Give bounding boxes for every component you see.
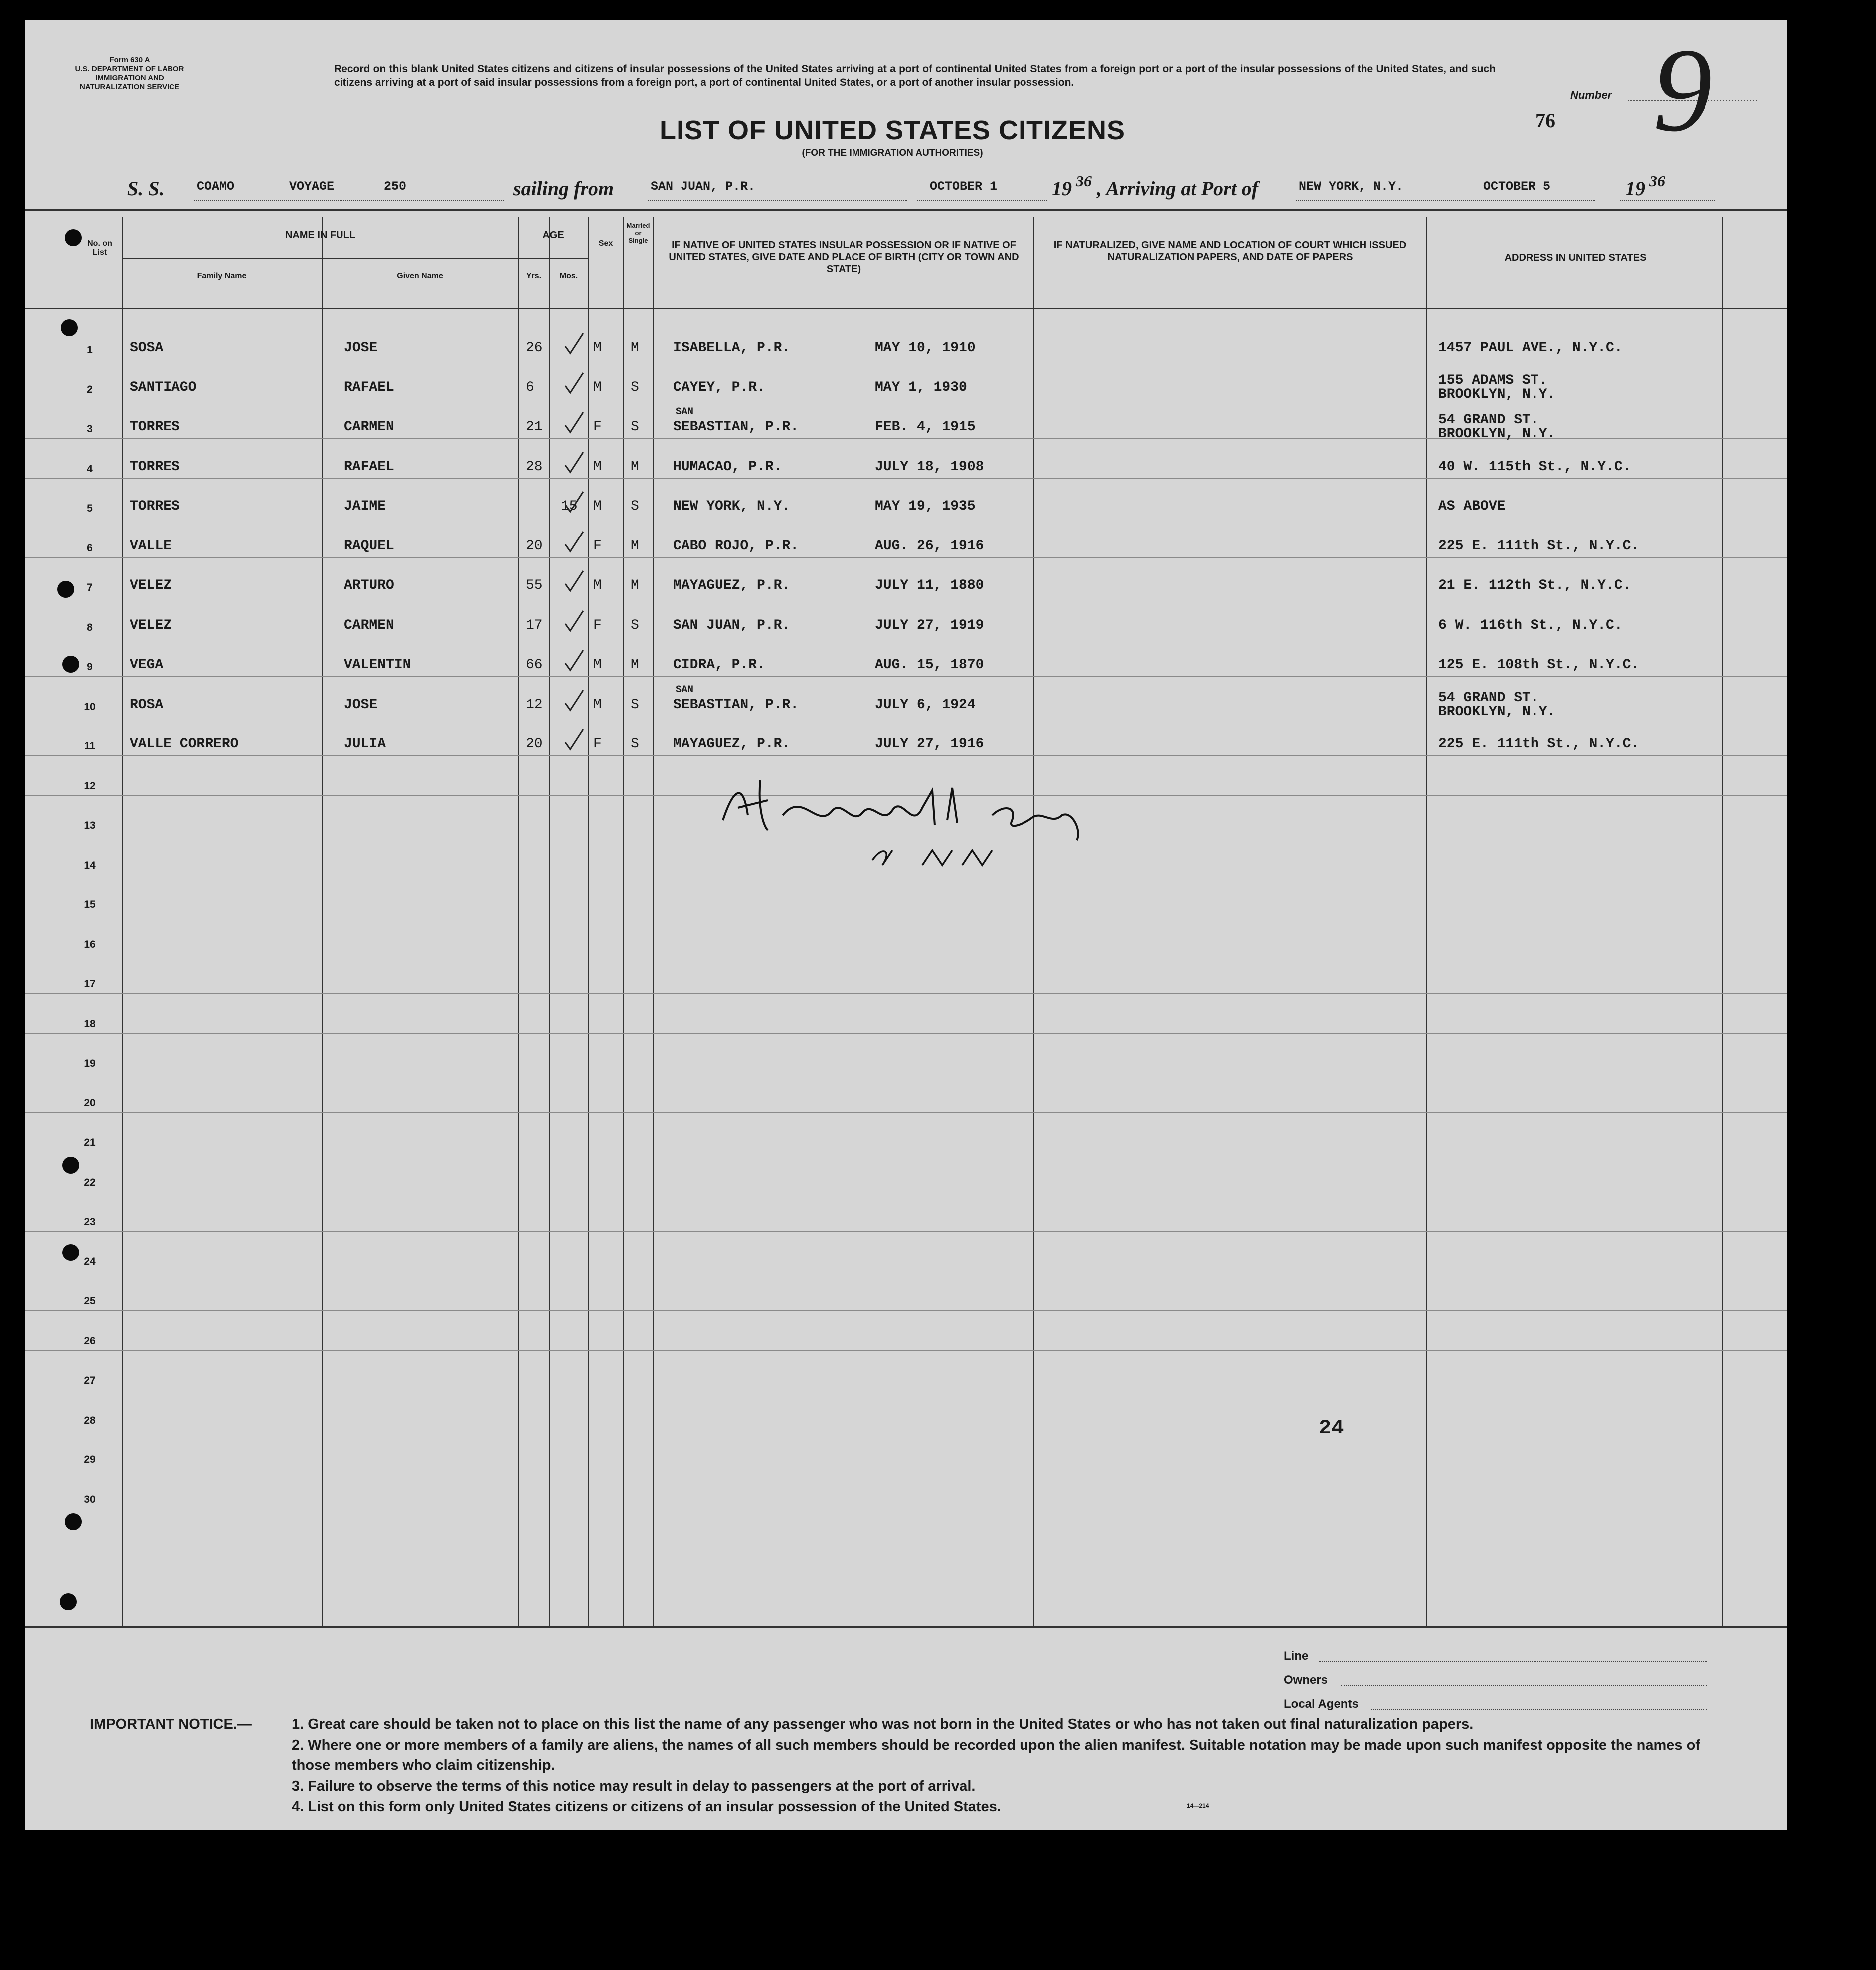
cell-ms: S bbox=[631, 618, 639, 633]
cell-place: CIDRA, P.R. bbox=[673, 657, 765, 673]
cell-ms: M bbox=[631, 657, 639, 673]
voyage-label: VOYAGE bbox=[289, 179, 335, 194]
cell-family: VALLE CORRERO bbox=[130, 736, 239, 752]
signature-text bbox=[738, 770, 805, 781]
cell-given: VALENTIN bbox=[344, 657, 411, 673]
cell-given: RAFAEL bbox=[344, 380, 394, 395]
cell-sex: F bbox=[593, 618, 602, 633]
cell-ms: M bbox=[631, 459, 639, 475]
col-divider-8 bbox=[1033, 217, 1034, 1628]
col-divider-6 bbox=[623, 217, 624, 1628]
document-title: LIST OF UNITED STATES CITIZENS bbox=[660, 115, 1125, 145]
row-number: 4 bbox=[87, 463, 93, 475]
cell-date: JULY 27, 1916 bbox=[875, 736, 984, 752]
check-mark-icon bbox=[563, 688, 585, 713]
depart-year: 36 bbox=[1076, 172, 1092, 190]
row-number: 27 bbox=[84, 1375, 96, 1386]
cell-given: JOSE bbox=[344, 697, 378, 713]
header-sex: Sex bbox=[598, 239, 613, 248]
stamp-number: 76 bbox=[1535, 109, 1555, 132]
header-address: ADDRESS IN UNITED STATES bbox=[1504, 252, 1647, 263]
cell-addr2: BROOKLYN, N.Y. bbox=[1438, 387, 1556, 402]
check-mark-icon bbox=[563, 490, 585, 515]
row-number: 15 bbox=[84, 899, 96, 910]
page-mark: 24 bbox=[1319, 1416, 1344, 1440]
row-number: 20 bbox=[84, 1097, 96, 1109]
signature-note bbox=[862, 830, 890, 841]
row-number: 26 bbox=[84, 1335, 96, 1347]
row-number: 24 bbox=[84, 1256, 96, 1267]
row-number: 21 bbox=[84, 1137, 96, 1148]
cell-addr2: BROOKLYN, N.Y. bbox=[1438, 426, 1556, 442]
check-mark-icon bbox=[563, 371, 585, 396]
cell-given: JOSE bbox=[344, 340, 378, 356]
row-number: 6 bbox=[87, 542, 93, 554]
age-subheader-rule bbox=[518, 258, 588, 259]
row-number: 5 bbox=[87, 503, 93, 514]
row-rule bbox=[25, 557, 1787, 558]
ship-fill-line bbox=[194, 200, 504, 201]
row-number: 30 bbox=[84, 1494, 96, 1505]
header-no-on-list: No. on List bbox=[87, 239, 112, 257]
check-mark-icon bbox=[563, 410, 585, 435]
check-mark-icon bbox=[563, 648, 585, 673]
arrival-port: NEW YORK, N.Y. bbox=[1299, 179, 1404, 194]
cell-place: MAYAGUEZ, P.R. bbox=[673, 736, 791, 752]
header-family-name: Family Name bbox=[197, 272, 247, 280]
cell-family: VELEZ bbox=[130, 618, 172, 633]
cell-date: MAY 19, 1935 bbox=[875, 499, 976, 514]
date-fill-line bbox=[917, 200, 1047, 201]
row-number: 13 bbox=[84, 820, 96, 831]
row-number: 14 bbox=[84, 860, 96, 871]
intro-text: Record on this blank United States citizens and citizens of insular possessions of the United States arriving at a port of continental United States from a foreign port or a port of the insular possessions of the United States, and such citizens arriving at a port of said insular possessions from a foreign port, a port of continental United States, or a port of another insular possession. bbox=[334, 63, 1496, 88]
row-rule bbox=[25, 478, 1787, 479]
binder-hole bbox=[65, 229, 82, 246]
cell-date: AUG. 15, 1870 bbox=[875, 657, 984, 673]
row-rule bbox=[25, 993, 1787, 994]
cell-place-top: SAN bbox=[676, 406, 694, 418]
row-number: 1 bbox=[87, 344, 93, 356]
row-number: 2 bbox=[87, 384, 93, 395]
from-fill-line bbox=[648, 200, 907, 201]
arrival-date: OCTOBER 5 bbox=[1483, 179, 1551, 194]
form-number: Form 630 A bbox=[109, 56, 150, 64]
cell-given: RAFAEL bbox=[344, 459, 394, 475]
row-number: 9 bbox=[87, 661, 93, 673]
list-number: 9 bbox=[1653, 23, 1712, 156]
header-married-single: Married or Single bbox=[626, 222, 650, 244]
cell-addr1: 155 ADAMS ST. bbox=[1438, 373, 1547, 388]
notice-heading: IMPORTANT NOTICE.— bbox=[90, 1716, 252, 1732]
cell-sex: F bbox=[593, 538, 602, 554]
row-rule bbox=[25, 755, 1787, 756]
form-info bbox=[55, 56, 204, 92]
depart-year-prefix: 19 bbox=[1052, 178, 1072, 200]
cell-addr1: 125 E. 108th St., N.Y.C. bbox=[1438, 657, 1640, 673]
col-divider-1 bbox=[122, 217, 123, 1628]
cell-yrs: 20 bbox=[526, 538, 543, 554]
cell-date: MAY 1, 1930 bbox=[875, 380, 967, 395]
cell-family: TORRES bbox=[130, 459, 180, 475]
footer-owners-label: Owners bbox=[1284, 1673, 1328, 1687]
col-divider-9 bbox=[1426, 217, 1427, 1628]
check-mark-icon bbox=[563, 569, 585, 594]
cell-addr1: 1457 PAUL AVE., N.Y.C. bbox=[1438, 340, 1623, 356]
row-number: 23 bbox=[84, 1216, 96, 1228]
binder-hole bbox=[62, 1157, 79, 1174]
cell-ms: S bbox=[631, 380, 639, 395]
sailing-label: sailing from bbox=[513, 178, 614, 200]
check-mark-icon bbox=[563, 609, 585, 634]
row-number: 7 bbox=[87, 582, 93, 593]
binder-hole bbox=[60, 1593, 77, 1610]
row-number: 12 bbox=[84, 780, 96, 792]
cell-ms: S bbox=[631, 499, 639, 514]
cell-place: SAN JUAN, P.R. bbox=[673, 618, 791, 633]
service-line-1: IMMIGRATION AND bbox=[95, 74, 164, 82]
header-yrs: Yrs. bbox=[526, 272, 542, 280]
cell-place: HUMACAO, P.R. bbox=[673, 459, 782, 475]
footer-agents-label: Local Agents bbox=[1284, 1697, 1359, 1711]
cell-ms: S bbox=[631, 736, 639, 752]
cell-sex: M bbox=[593, 459, 602, 475]
cell-addr1: 21 E. 112th St., N.Y.C. bbox=[1438, 578, 1631, 593]
check-mark-icon bbox=[563, 331, 585, 356]
header-mos: Mos. bbox=[559, 272, 578, 280]
name-subheader-rule bbox=[122, 258, 518, 259]
header-name-in-full: NAME IN FULL bbox=[285, 230, 356, 241]
row-number: 11 bbox=[84, 740, 96, 752]
cell-place: ISABELLA, P.R. bbox=[673, 340, 791, 356]
row-rule bbox=[25, 1112, 1787, 1113]
notice-item-4: 4. List on this form only United States citizens or citizens of an insular possession of the United States. bbox=[292, 1799, 1001, 1815]
row-rule bbox=[25, 676, 1787, 677]
row-rule bbox=[25, 1033, 1787, 1034]
cell-place: CAYEY, P.R. bbox=[673, 380, 765, 395]
cell-yrs: 55 bbox=[526, 578, 543, 593]
cell-family: SOSA bbox=[130, 340, 164, 356]
cell-yrs: 20 bbox=[526, 736, 543, 752]
binder-hole bbox=[65, 1513, 82, 1530]
row-rule bbox=[25, 1350, 1787, 1351]
row-number: 18 bbox=[84, 1018, 96, 1030]
header-given-name: Given Name bbox=[397, 272, 443, 280]
notice-item-1: 1. Great care should be taken not to place on this list the name of any passenger who was not born in the United States or who has not taken out final naturalization papers. bbox=[292, 1716, 1474, 1732]
col-divider-4 bbox=[549, 217, 550, 1628]
row-number: 16 bbox=[84, 939, 96, 950]
row-number: 29 bbox=[84, 1454, 96, 1465]
cell-given: CARMEN bbox=[344, 618, 394, 633]
cell-addr1: 225 E. 111th St., N.Y.C. bbox=[1438, 538, 1640, 554]
cell-date: FEB. 4, 1915 bbox=[875, 419, 976, 435]
number-label: Number bbox=[1570, 89, 1612, 101]
cell-date: JULY 6, 1924 bbox=[875, 697, 976, 713]
cell-family: TORRES bbox=[130, 499, 180, 514]
cell-yrs: 17 bbox=[526, 618, 543, 633]
footer-agents-fill bbox=[1371, 1709, 1707, 1710]
table-bottom-rule bbox=[25, 1626, 1787, 1628]
row-number: 3 bbox=[87, 423, 93, 435]
row-number: 19 bbox=[84, 1058, 96, 1069]
cell-sex: M bbox=[593, 380, 602, 395]
cell-addr1: 54 GRAND ST. bbox=[1438, 690, 1539, 706]
cell-date: JULY 11, 1880 bbox=[875, 578, 984, 593]
cell-sex: M bbox=[593, 697, 602, 713]
cell-addr1: AS ABOVE bbox=[1438, 499, 1506, 514]
cell-mos: 15 bbox=[561, 499, 578, 514]
cell-given: RAQUEL bbox=[344, 538, 394, 554]
cell-date: MAY 10, 1910 bbox=[875, 340, 976, 356]
cell-addr1: 6 W. 116th St., N.Y.C. bbox=[1438, 618, 1623, 633]
check-mark-icon bbox=[563, 530, 585, 554]
row-number: 8 bbox=[87, 622, 93, 633]
header-rule bbox=[25, 209, 1787, 211]
cell-yrs: 21 bbox=[526, 419, 543, 435]
binder-hole bbox=[62, 1244, 79, 1261]
department: U.S. DEPARTMENT OF LABOR bbox=[75, 65, 184, 73]
cell-yrs: 6 bbox=[526, 380, 534, 395]
row-number: 22 bbox=[84, 1177, 96, 1188]
binder-hole bbox=[57, 581, 74, 598]
voyage-number: 250 bbox=[384, 179, 407, 194]
binder-hole bbox=[61, 319, 78, 336]
cell-sex: F bbox=[593, 419, 602, 435]
col-divider-3 bbox=[518, 217, 519, 1628]
cell-ms: S bbox=[631, 419, 639, 435]
row-number: 17 bbox=[84, 978, 96, 990]
header-birth-info: IF NATIVE OF UNITED STATES INSULAR POSSESSION OR IF NATIVE OF UNITED STATES, GIVE DATE AND PLACE OF BIRTH (CITY OR TOWN AND STATE) bbox=[669, 240, 1019, 275]
header-age: AGE bbox=[542, 230, 564, 241]
document-subtitle: (FOR THE IMMIGRATION AUTHORITIES) bbox=[802, 148, 983, 158]
cell-sex: M bbox=[593, 340, 602, 356]
cell-date: JULY 27, 1919 bbox=[875, 618, 984, 633]
cell-addr2: BROOKLYN, N.Y. bbox=[1438, 704, 1556, 719]
cell-yrs: 66 bbox=[526, 657, 543, 673]
col-divider-5 bbox=[588, 217, 589, 1628]
check-mark-icon bbox=[563, 727, 585, 752]
col-divider-10 bbox=[1722, 217, 1723, 1628]
cell-addr1: 40 W. 115th St., N.Y.C. bbox=[1438, 459, 1631, 475]
service-line-2: NATURALIZATION SERVICE bbox=[79, 83, 179, 91]
cell-date: AUG. 26, 1916 bbox=[875, 538, 984, 554]
arrival-year: 36 bbox=[1649, 172, 1665, 190]
cell-place: CABO ROJO, P.R. bbox=[673, 538, 799, 554]
depart-date: OCTOBER 1 bbox=[930, 179, 998, 194]
cell-given: ARTURO bbox=[344, 578, 394, 593]
cell-ms: M bbox=[631, 340, 639, 356]
cell-sex: M bbox=[593, 657, 602, 673]
manifest-sheet bbox=[25, 20, 1787, 1830]
row-rule bbox=[25, 1231, 1787, 1232]
header-naturalized: IF NATURALIZED, GIVE NAME AND LOCATION OF COURT WHICH ISSUED NATURALIZATION PAPERS, AND DATE OF PAPERS bbox=[1053, 240, 1407, 263]
row-number: 28 bbox=[84, 1415, 96, 1426]
footer-line-fill bbox=[1319, 1661, 1707, 1662]
row-rule bbox=[25, 1310, 1787, 1311]
arrival-year-prefix: 19 bbox=[1625, 178, 1645, 200]
from-port: SAN JUAN, P.R. bbox=[651, 179, 756, 194]
cell-sex: F bbox=[593, 736, 602, 752]
cell-family: ROSA bbox=[130, 697, 164, 713]
cell-family: SANTIAGO bbox=[130, 380, 197, 395]
cell-ms: M bbox=[631, 538, 639, 554]
cell-place: MAYAGUEZ, P.R. bbox=[673, 578, 791, 593]
check-mark-icon bbox=[563, 450, 585, 475]
cell-given: JAIME bbox=[344, 499, 386, 514]
notice-item-2: 2. Where one or more members of a family are aliens, the names of all such members should be recorded upon the alien manifest. Suitable notation may be made upon such manifest opposite the names of those members who claim citizenship. bbox=[292, 1737, 1700, 1773]
row-number: 25 bbox=[84, 1295, 96, 1307]
cell-yrs: 26 bbox=[526, 340, 543, 356]
cell-place: SEBASTIAN, P.R. bbox=[673, 697, 799, 713]
cell-addr1: 225 E. 111th St., N.Y.C. bbox=[1438, 736, 1640, 752]
row-number: 10 bbox=[84, 701, 96, 713]
cell-place: SEBASTIAN, P.R. bbox=[673, 419, 799, 435]
cell-yrs: 12 bbox=[526, 697, 543, 713]
cell-family: TORRES bbox=[130, 419, 180, 435]
header-bottom-rule bbox=[25, 308, 1787, 309]
footer-line-label: Line bbox=[1284, 1649, 1309, 1663]
cell-family: VALLE bbox=[130, 538, 172, 554]
cell-ms: M bbox=[631, 578, 639, 593]
footer-owners-fill bbox=[1341, 1685, 1707, 1686]
cell-addr1: 54 GRAND ST. bbox=[1438, 412, 1539, 428]
arriving-label: , Arriving at Port of bbox=[1097, 178, 1259, 200]
notice-item-3: 3. Failure to observe the terms of this notice may result in delay to passengers at the port of arrival. bbox=[292, 1778, 976, 1794]
ship-name: COAMO bbox=[197, 179, 235, 194]
col-divider-2 bbox=[322, 217, 323, 1628]
cell-place-top: SAN bbox=[676, 684, 694, 696]
cell-yrs: 28 bbox=[526, 459, 543, 475]
year-fill-line bbox=[1620, 200, 1715, 201]
cell-given: CARMEN bbox=[344, 419, 394, 435]
print-code: 14—214 bbox=[1187, 1802, 1209, 1809]
arrival-fill-line bbox=[1296, 200, 1595, 201]
cell-family: VELEZ bbox=[130, 578, 172, 593]
cell-sex: M bbox=[593, 499, 602, 514]
ss-label: S. S. bbox=[127, 178, 165, 200]
cell-ms: S bbox=[631, 697, 639, 713]
cell-given: JULIA bbox=[344, 736, 386, 752]
binder-hole bbox=[62, 656, 79, 673]
cell-date: JULY 18, 1908 bbox=[875, 459, 984, 475]
col-divider-7 bbox=[653, 217, 654, 1628]
cell-sex: M bbox=[593, 578, 602, 593]
cell-family: VEGA bbox=[130, 657, 164, 673]
cell-place: NEW YORK, N.Y. bbox=[673, 499, 791, 514]
